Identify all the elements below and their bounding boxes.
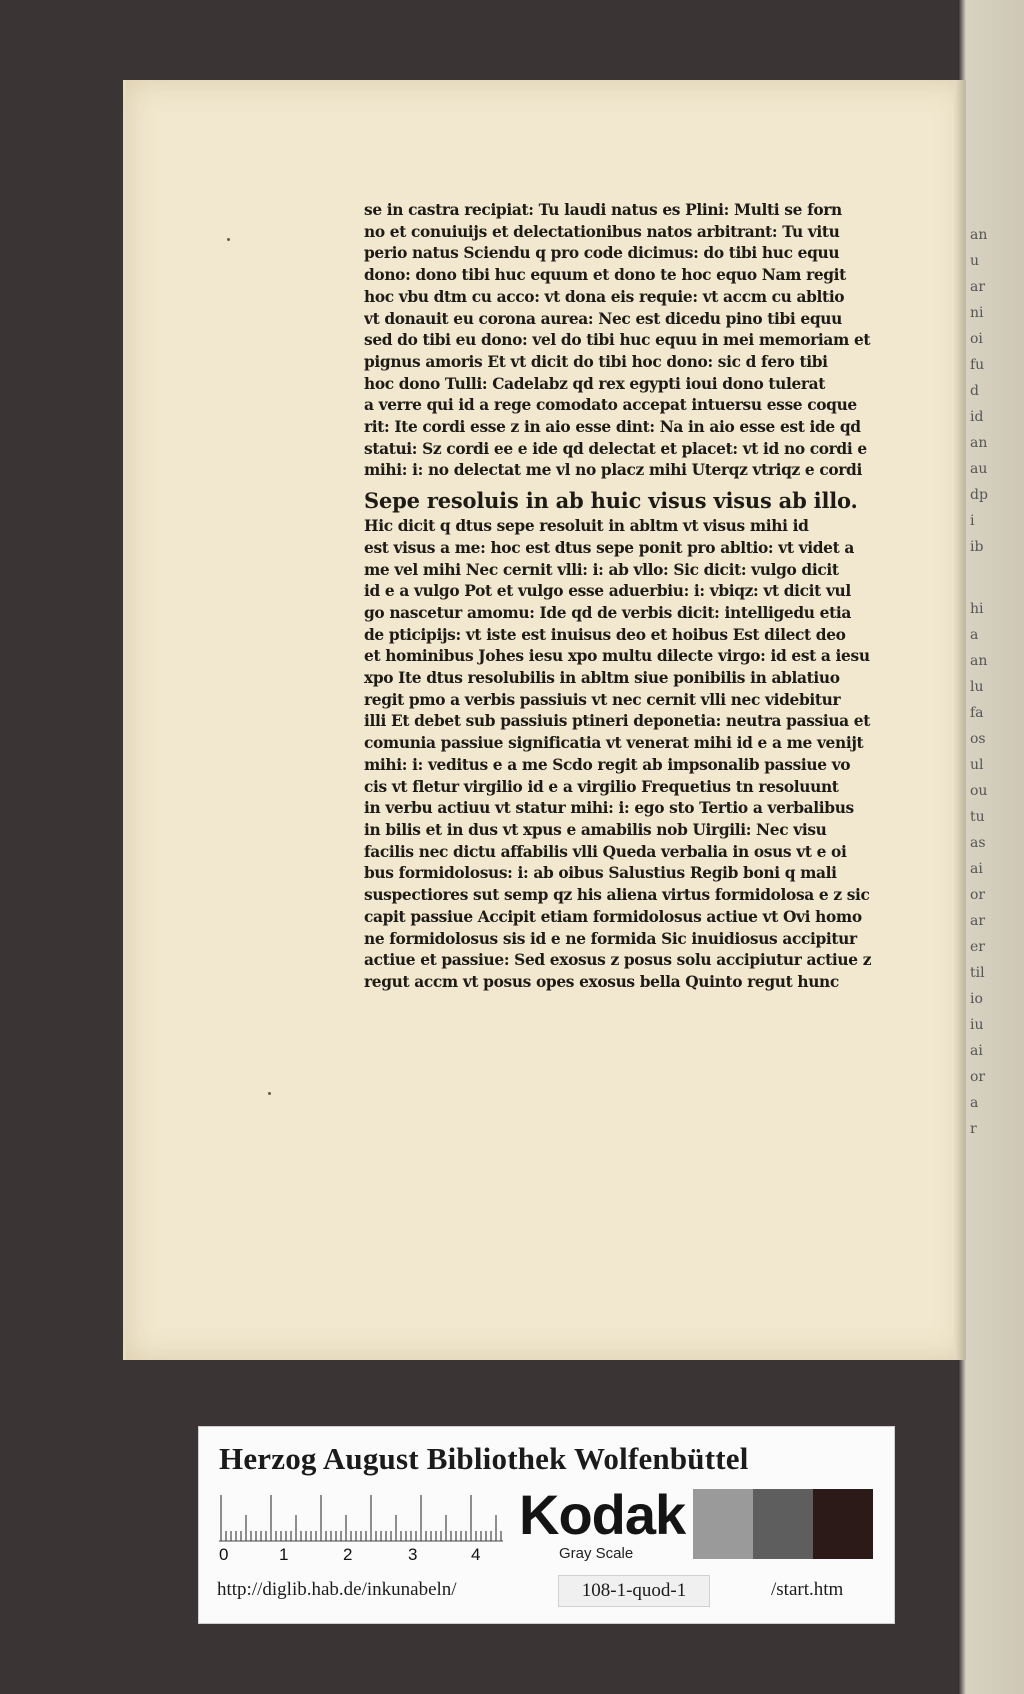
text-line: sed do tibi eu dono: vel do tibi huc equu in mei memoriam et <box>364 331 871 350</box>
facing-page-fragment: d <box>970 383 979 399</box>
text-line: in verbu actiuu vt statur mihi: i: ego sto Tertio a verbalibus <box>364 799 854 818</box>
text-line: actiue et passiue: Sed exosus z posus solu accipiutur actiue z <box>364 951 872 970</box>
facing-page-fragment: tu <box>970 809 985 825</box>
facing-page-fragment: an <box>970 227 988 243</box>
facing-page-fragment: hi <box>970 601 984 617</box>
gray-swatch-light <box>693 1489 753 1559</box>
facing-page-fragment: au <box>970 461 988 477</box>
facing-page-fragment: os <box>970 731 986 747</box>
facing-page-fragment: ni <box>970 305 984 321</box>
facing-page-fragment: or <box>970 1069 986 1085</box>
facing-page-fragment: iu <box>970 1017 984 1033</box>
facing-page-fragment: i <box>970 513 975 529</box>
text-line: facilis nec dictu affabilis vlli Queda verbalia in osus vt e oi <box>364 842 847 861</box>
text-line: go nascetur amomu: Ide qd de verbis dicit: intelligedu etia <box>364 603 851 622</box>
library-card <box>198 1426 895 1624</box>
url-identifier[interactable]: 108-1-quod-1 <box>558 1575 710 1607</box>
facing-page-fragment: a <box>970 627 979 643</box>
url-suffix[interactable]: /start.htm <box>771 1579 844 1600</box>
kodak-subtitle: Gray Scale <box>559 1545 634 1562</box>
ruler-label: 4 <box>471 1545 481 1564</box>
page-gutter <box>954 80 966 1360</box>
text-line: mihi: i: no delectat me vl no placz mihi Uterqz vtriqz e cordi <box>364 461 862 480</box>
ruler-label: 0 <box>219 1545 229 1564</box>
text-line: comunia passiue significatia vt venerat mihi id e a me venijt <box>364 734 864 753</box>
library-title: Herzog August Bibliothek Wolfenbüttel <box>219 1441 749 1476</box>
url-base[interactable]: http://diglib.hab.de/inkunabeln/ <box>217 1579 457 1600</box>
facing-page-fragment: an <box>970 653 988 669</box>
facing-page-edge <box>958 0 1024 1694</box>
facing-page-fragment: dp <box>970 487 988 503</box>
text-line: a verre qui id a rege comodato accepat intuersu esse coque <box>364 396 857 415</box>
facing-page-fragment: til <box>970 965 985 981</box>
gray-swatch-mid <box>753 1489 813 1559</box>
facing-page-fragment: ou <box>970 783 988 799</box>
ruler-labels <box>219 1545 503 1567</box>
facing-page-fragment: fa <box>970 705 984 721</box>
text-line: pignus amoris Et vt dicit do tibi hoc dono: sic d fero tibi <box>364 352 828 371</box>
ruler-label: 2 <box>343 1545 353 1564</box>
text-line: hoc vbu dtm cu acco: vt dona eis requie: vt accm cu abltio <box>364 287 845 306</box>
facing-page-fragment: ar <box>970 279 986 295</box>
text-line: ne formidolosus sis id e ne formida Sic inuidiosus accipitur <box>364 929 857 948</box>
facing-page-fragment: ib <box>970 539 984 555</box>
text-block-top <box>364 200 926 482</box>
kodak-logo: Kodak <box>519 1483 686 1546</box>
paper-speck <box>227 238 230 241</box>
text-line: regut accm vt posus opes exosus bella Quinto regut hunc <box>364 972 839 991</box>
text-line: est visus a me: hoc est dtus sepe ponit pro abltio: vt videt a <box>364 538 854 557</box>
facing-page-fragment: as <box>970 835 986 851</box>
page-text <box>364 200 926 994</box>
text-line: rit: Ite cordi esse z in aio esse dint: Na in aio esse est ide qd <box>364 418 861 437</box>
text-line: Hic dicit q dtus sepe resoluit in abltm vt visus mihi id <box>364 517 809 536</box>
text-line: mihi: i: veditus e a me Scdo regit ab impsonalib passiue vo <box>364 755 851 774</box>
text-line: id e a vulgo Pot et vulgo esse aduerbiu: i: vbiqz: vt dicit vul <box>364 582 851 601</box>
text-line: statui: Sz cordi ee e ide qd delectat et placet: vt id no cordi e <box>364 439 867 458</box>
book-page <box>123 80 966 1360</box>
text-line: cis vt fletur virgilio id e a virgilio Frequetius tn resoluunt <box>364 777 839 796</box>
facing-page-fragment: oi <box>970 331 983 347</box>
text-line: de pticipijs: vt iste est inuisus deo et hoibus Est dilect deo <box>364 625 846 644</box>
facing-page-fragment: fu <box>970 357 985 373</box>
text-line: et hominibus Johes iesu xpo multu dilecte virgo: id est a iesu <box>364 647 870 666</box>
facing-page-fragment: id <box>970 409 984 425</box>
text-line: hoc dono Tulli: Cadelabz qd rex egypti ioui dono tulerat <box>364 374 826 393</box>
text-line: se in castra recipiat: Tu laudi natus es Plini: Multi se forn <box>364 201 842 219</box>
text-line: in bilis et in dus vt xpus e amabilis nob Uirgili: Nec visu <box>364 820 827 839</box>
text-line: capit passiue Accipit etiam formidolosus actiue vt Ovi homo <box>364 907 862 926</box>
facing-page-fragment: an <box>970 435 988 451</box>
text-line: perio natus Sciendu q pro code dicimus: do tibi huc equu <box>364 244 840 263</box>
section-heading: Sepe resoluis in ab huic visus visus ab illo. <box>364 488 858 514</box>
text-line: suspectiores sut semp qz his aliena virtus formidolosa e z sic <box>364 886 870 905</box>
gray-swatch-dark <box>813 1489 873 1559</box>
text-line: xpo Ite dtus resolubilis in abltm siue ponibilis in ablatiuo <box>364 669 840 688</box>
paper-speck <box>268 1092 271 1095</box>
facing-page-fragment: ar <box>970 913 986 929</box>
facing-page-fragment: ul <box>970 757 984 773</box>
text-line: dono: dono tibi huc equum et dono te hoc equo Nam regit <box>364 266 846 285</box>
text-line: me vel mihi Nec cernit vlli: i: ab vllo: Sic dicit: vulgo dicit <box>364 560 839 579</box>
facing-page-fragment: u <box>970 253 980 269</box>
facing-page-fragment: lu <box>970 679 984 695</box>
text-line: bus formidolosus: i: ab oibus Salustius Regib boni q mali <box>364 864 837 883</box>
text-line: illi Et debet sub passiuis ptineri deponetia: neutra passiua et <box>364 712 871 731</box>
ruler-label: 3 <box>408 1545 418 1564</box>
facing-page-fragment: er <box>970 939 985 955</box>
text-line: vt donauit eu corona aurea: Nec est dicedu pino tibi equu <box>364 309 842 328</box>
text-line: no et conuiuijs et delectationibus natos arbitrant: Tu vitu <box>364 222 840 241</box>
text-line: regit pmo a verbis passiuis vt nec cernit vlli nec videbitur <box>364 690 841 709</box>
text-block-bottom <box>364 516 926 993</box>
ruler-icon <box>219 1493 503 1543</box>
facing-page-fragment: ai <box>970 861 983 877</box>
facing-page-fragment: or <box>970 887 986 903</box>
facing-page-fragment: io <box>970 991 983 1007</box>
facing-page-fragment: a <box>970 1095 979 1111</box>
facing-page-fragment: r <box>970 1121 977 1137</box>
ruler-label: 1 <box>279 1545 289 1564</box>
facing-page-fragment: ai <box>970 1043 983 1059</box>
